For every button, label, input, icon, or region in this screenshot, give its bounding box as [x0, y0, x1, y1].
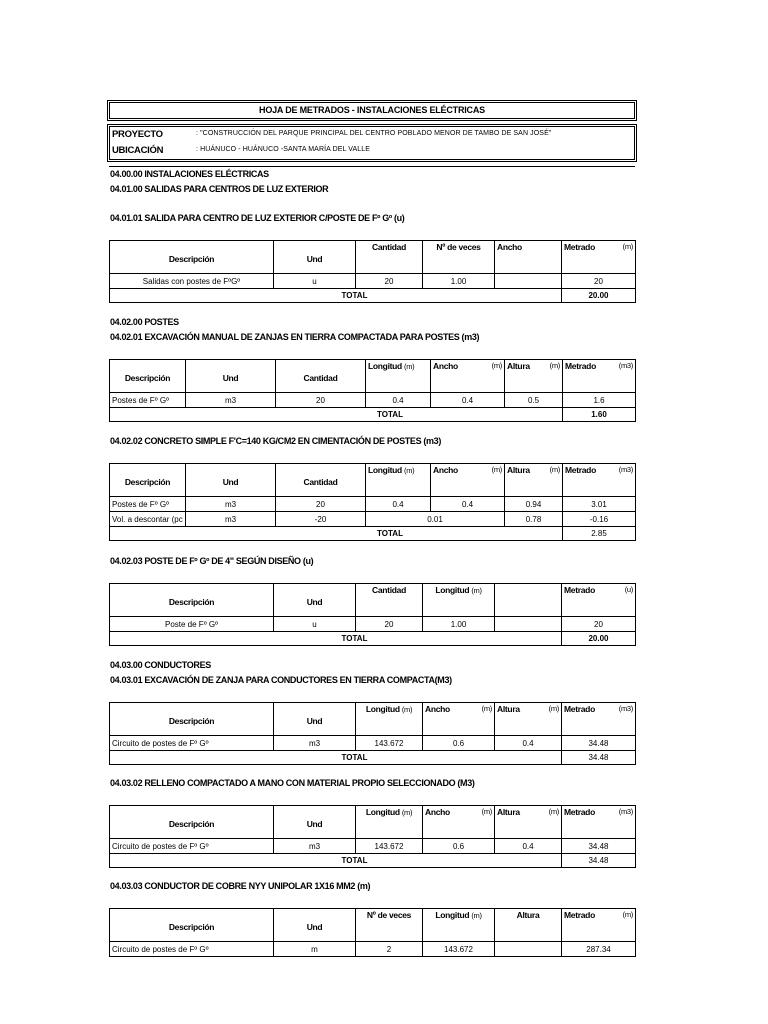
header-metrado [562, 241, 636, 274]
metrado-unit: (m3) [618, 704, 633, 713]
cell-metrado: 1.6 [563, 393, 636, 408]
table-04-03-03 [109, 908, 636, 957]
longitud-label: Longitud [435, 910, 470, 920]
table-row [110, 617, 636, 632]
header-longitud [423, 909, 495, 942]
cell-metrado: -0.16 [563, 512, 636, 527]
cell-desc: Circuito de postes de Fº Gº [110, 736, 274, 751]
cell-metrado: 287.34 [562, 942, 636, 957]
longitud-label: Longitud [435, 585, 470, 595]
header-descripcion: Descripción [110, 703, 274, 736]
cell-desc: Postes de Fº Gº [110, 497, 186, 512]
cell-und: m [274, 942, 356, 957]
cell-und: m3 [186, 393, 276, 408]
header-und: Und [274, 806, 356, 839]
section-04-03-01: 04.03.01 EXCAVACIÓN DE ZANJA PARA CONDUCTORES EN TIERRA COMPACTA(M3) [110, 675, 452, 685]
section-04-01-01: 04.01.01 SALIDA PARA CENTRO DE LUZ EXTERIOR C/POSTE DE Fº Gº (u) [110, 213, 405, 223]
ancho-unit: (m) [481, 807, 492, 816]
cell-und: m3 [274, 736, 356, 751]
metrado-label: Metrado [564, 807, 595, 817]
ancho-label: Ancho [433, 361, 458, 371]
cell-altura: 0.78 [505, 512, 563, 527]
header-metrado [562, 703, 636, 736]
header-metrado [563, 360, 636, 393]
metrado-label: Metrado [564, 585, 595, 595]
header-descripcion: Descripción [110, 584, 274, 617]
altura-unit: (m) [549, 361, 560, 370]
header-ancho: Ancho [495, 241, 562, 274]
ancho-label: Ancho [425, 807, 450, 817]
total-row [110, 408, 636, 422]
header-altura [495, 806, 562, 839]
section-04-01-00: 04.01.00 SALIDAS PARA CENTROS DE LUZ EXTERIOR [110, 184, 329, 194]
cell-cantidad: 20 [276, 393, 366, 408]
cell-ancho [495, 274, 562, 289]
header-und: Und [274, 584, 356, 617]
total-value: 20.00 [562, 289, 636, 303]
metrado-unit: (u) [624, 585, 633, 594]
total-label: TOTAL [110, 854, 562, 868]
metrado-unit: (m3) [618, 807, 633, 816]
header-metrado [562, 584, 636, 617]
longitud-unit: (m) [401, 808, 413, 817]
total-row [110, 632, 636, 646]
cell-und: u [274, 617, 356, 632]
ubicacion-label: UBICACIÓN [112, 145, 164, 156]
header-ancho [423, 703, 495, 736]
project-info-box [109, 126, 635, 160]
table-row [110, 393, 636, 408]
total-row [110, 289, 636, 303]
longitud-label: Longitud [368, 465, 402, 475]
cell-und: u [274, 274, 356, 289]
header-longitud [366, 360, 431, 393]
total-label: TOTAL [110, 751, 562, 765]
header-nveces: Nº de veces [423, 241, 495, 274]
cell-cantidad: 20 [276, 497, 366, 512]
header-metrado [562, 909, 636, 942]
total-value: 1.60 [563, 408, 636, 422]
proyecto-label: PROYECTO [112, 129, 163, 140]
header-cantidad: Cantidad [276, 464, 366, 497]
table-04-02-01 [109, 359, 636, 422]
cell-metrado: 34.48 [562, 736, 636, 751]
cell-cantidad: 20 [356, 617, 423, 632]
total-label: TOTAL [110, 527, 563, 541]
header-ancho [431, 360, 505, 393]
table-row [110, 497, 636, 512]
altura-unit: (m) [548, 807, 559, 816]
metrado-unit: (m) [622, 910, 633, 919]
metrado-unit: (m3) [618, 361, 633, 370]
sheet-title: HOJA DE METRADOS - INSTALACIONES ELÉCTRICAS [109, 102, 635, 119]
header-und: Und [274, 909, 356, 942]
cell-desc: Postes de Fº Gº [110, 393, 186, 408]
total-label: TOTAL [110, 632, 562, 646]
cell-und: m3 [274, 839, 356, 854]
cell-ancho: 0.6 [423, 736, 495, 751]
table-row [110, 512, 636, 527]
altura-label: Altura [507, 465, 530, 475]
ubicacion-value: : HUÁNUCO - HUÁNUCO -SANTA MARÍA DEL VALLE [196, 146, 371, 153]
header-descripcion: Descripción [110, 909, 274, 942]
header-metrado [563, 464, 636, 497]
cell-altura: 0.5 [505, 393, 563, 408]
cell-veces: 2 [356, 942, 423, 957]
cell-desc: Poste de Fº Gº [110, 617, 274, 632]
header-longitud [356, 703, 423, 736]
cell-altura: 0.4 [495, 736, 562, 751]
cell-ancho: 0.6 [423, 839, 495, 854]
longitud-label: Longitud [365, 807, 400, 817]
cell-metrado: 3.01 [563, 497, 636, 512]
metrado-label: Metrado [564, 704, 595, 714]
total-value: 34.48 [562, 751, 636, 765]
header-divider [109, 166, 635, 167]
cell-altura: 0.4 [495, 839, 562, 854]
longitud-unit: (m) [404, 362, 415, 371]
header-cantidad: Cantidad [276, 360, 366, 393]
altura-label: Altura [497, 807, 520, 817]
header-longitud [423, 584, 495, 617]
metrado-label: Metrado [564, 242, 595, 252]
cell-factor: 0.01 [366, 512, 505, 527]
metrado-label: Metrado [564, 910, 595, 920]
metrado-unit: (m) [622, 242, 633, 251]
altura-label: Altura [507, 361, 530, 371]
cell-veces: 1.00 [423, 274, 495, 289]
table-04-01-01 [109, 240, 636, 303]
cell-altura: 0.94 [505, 497, 563, 512]
header-metrado [562, 806, 636, 839]
header-altura: Altura [495, 909, 562, 942]
cell-metrado: 34.48 [562, 839, 636, 854]
section-04-02-02: 04.02.02 CONCRETO SIMPLE F'C=140 KG/CM2 EN CIMENTACIÓN DE POSTES (m3) [110, 436, 441, 446]
cell-longitud: 143.672 [356, 839, 423, 854]
cell-longitud: 0.4 [366, 393, 431, 408]
total-value: 34.48 [562, 854, 636, 868]
longitud-unit: (m) [404, 466, 415, 475]
header-cantidad: Cantidad [356, 584, 423, 617]
header-nveces: Nº de veces [356, 909, 423, 942]
ancho-unit: (m) [481, 704, 492, 713]
cell-ancho: 0.4 [431, 393, 505, 408]
section-04-03-03: 04.03.03 CONDUCTOR DE COBRE NYY UNIPOLAR 1X16 MM2 (m) [110, 881, 371, 891]
cell-desc: Circuito de postes de Fº Gº [110, 839, 274, 854]
cell-desc: Salidas con postes de FºGº [110, 274, 274, 289]
section-04-03-02: 04.03.02 RELLENO COMPACTADO A MANO CON MATERIAL PROPIO SELECCIONADO (M3) [110, 778, 475, 788]
cell-longitud: 1.00 [423, 617, 495, 632]
cell-metrado: 20 [562, 617, 636, 632]
header-und: Und [186, 464, 276, 497]
longitud-unit: (m) [471, 586, 482, 595]
table-04-03-02 [109, 805, 636, 868]
section-04-03-00: 04.03.00 CONDUCTORES [110, 660, 211, 670]
header-descripcion: Descripción [110, 241, 274, 274]
longitud-label: Longitud [365, 704, 400, 714]
header-ancho [423, 806, 495, 839]
total-value: 2.85 [563, 527, 636, 541]
header-cantidad: Cantidad [356, 241, 423, 274]
header-longitud [366, 464, 431, 497]
header-descripcion: Descripción [110, 806, 274, 839]
cell-metrado: 20 [562, 274, 636, 289]
ancho-label: Ancho [433, 465, 458, 475]
header-und: Und [274, 703, 356, 736]
cell-und: m3 [186, 497, 276, 512]
cell-longitud: 143.672 [423, 942, 495, 957]
table-04-02-03 [109, 583, 636, 646]
header-descripcion: Descripción [110, 464, 186, 497]
cell-cantidad: -20 [276, 512, 366, 527]
cell-longitud: 143.672 [356, 736, 423, 751]
cell-desc: Circuito de postes de Fº Gº [110, 942, 274, 957]
total-row [110, 854, 636, 868]
cell-empty [495, 617, 562, 632]
table-04-03-01 [109, 702, 636, 765]
cell-cantidad: 20 [356, 274, 423, 289]
header-ancho [431, 464, 505, 497]
cell-und: m3 [186, 512, 276, 527]
altura-label: Altura [497, 704, 520, 714]
header-empty [495, 584, 562, 617]
header-altura [505, 360, 563, 393]
header-und: Und [274, 241, 356, 274]
cell-longitud: 0.4 [366, 497, 431, 512]
altura-unit: (m) [549, 465, 560, 474]
section-04-02-03: 04.02.03 POSTE DE Fº Gº DE 4" SEGÚN DISEÑO (u) [110, 556, 314, 566]
total-row [110, 751, 636, 765]
metrado-unit: (m3) [618, 465, 633, 474]
total-value: 20.00 [562, 632, 636, 646]
header-longitud [356, 806, 423, 839]
ancho-label: Ancho [425, 704, 450, 714]
total-label: TOTAL [110, 289, 562, 303]
table-row [110, 736, 636, 751]
ancho-unit: (m) [491, 361, 502, 370]
cell-empty [495, 942, 562, 957]
section-04-02-00: 04.02.00 POSTES [110, 317, 179, 327]
header-altura [495, 703, 562, 736]
longitud-unit: (m) [401, 705, 413, 714]
header-descripcion: Descripción [110, 360, 186, 393]
table-row [110, 839, 636, 854]
header-altura [505, 464, 563, 497]
section-04-02-01: 04.02.01 EXCAVACIÓN MANUAL DE ZANJAS EN TIERRA COMPACTADA PARA POSTES (m3) [110, 332, 480, 342]
longitud-unit: (m) [471, 911, 482, 920]
table-04-02-02 [109, 463, 636, 541]
total-label: TOTAL [110, 408, 563, 422]
table-row [110, 274, 636, 289]
ancho-unit: (m) [491, 465, 502, 474]
section-04-00-00: 04.00.00 INSTALACIONES ELÉCTRICAS [110, 169, 269, 179]
longitud-label: Longitud [368, 361, 402, 371]
altura-unit: (m) [548, 704, 559, 713]
cell-desc: Vol. a descontar (pc [110, 512, 186, 527]
metrado-label: Metrado [565, 361, 596, 371]
cell-ancho: 0.4 [431, 497, 505, 512]
header-und: Und [186, 360, 276, 393]
table-row [110, 942, 636, 957]
metrado-label: Metrado [565, 465, 596, 475]
proyecto-value: : "CONSTRUCCIÓN DEL PARQUE PRINCIPAL DEL CENTRO POBLADO MENOR DE TAMBO DE SAN JOSÉ" [196, 130, 552, 137]
total-row [110, 527, 636, 541]
